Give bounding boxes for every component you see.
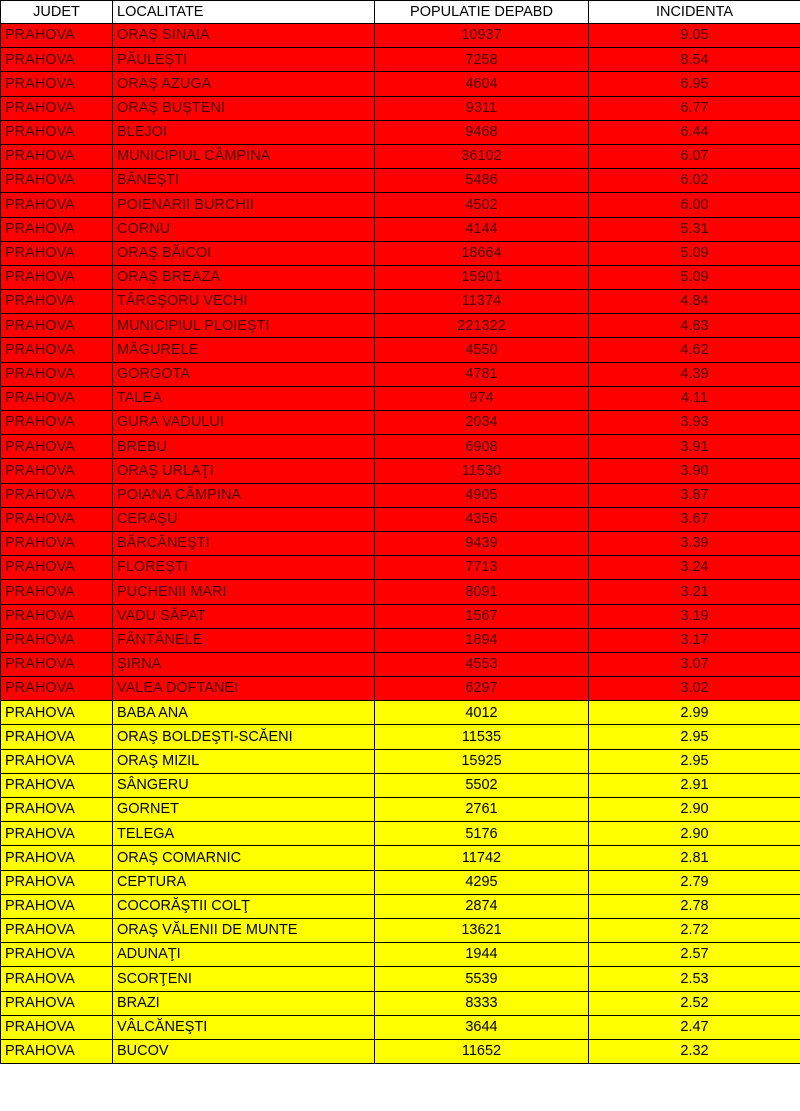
cell-populatie: 4502 xyxy=(375,193,589,217)
cell-populatie: 3644 xyxy=(375,1015,589,1039)
cell-incidenta: 4.83 xyxy=(589,314,800,338)
table-row xyxy=(1,967,800,991)
cell-populatie: 4550 xyxy=(375,338,589,362)
cell-localitate: VÂLCĂNEŞTI xyxy=(113,1015,375,1039)
cell-incidenta: 4.84 xyxy=(589,290,800,314)
cell-localitate: ORAŞ BOLDEŞTI-SCĂENI xyxy=(113,725,375,749)
cell-populatie: 8333 xyxy=(375,991,589,1015)
cell-incidenta: 5.09 xyxy=(589,241,800,265)
cell-populatie: 18664 xyxy=(375,241,589,265)
cell-localitate: TÂRGŞORU VECHI xyxy=(113,290,375,314)
cell-incidenta: 3.07 xyxy=(589,652,800,676)
header-row xyxy=(1,1,800,24)
cell-populatie: 8091 xyxy=(375,580,589,604)
cell-judet: PRAHOVA xyxy=(1,290,113,314)
cell-judet: PRAHOVA xyxy=(1,749,113,773)
table-row xyxy=(1,386,800,410)
table-row xyxy=(1,265,800,289)
table-row xyxy=(1,169,800,193)
cell-incidenta: 6.44 xyxy=(589,120,800,144)
cell-judet: PRAHOVA xyxy=(1,169,113,193)
table-row xyxy=(1,1039,800,1063)
cell-localitate: MĂGURELE xyxy=(113,338,375,362)
table-row xyxy=(1,870,800,894)
cell-incidenta: 3.87 xyxy=(589,483,800,507)
cell-localitate: ORAŞ URLAŢI xyxy=(113,459,375,483)
cell-incidenta: 6.77 xyxy=(589,96,800,120)
table-row xyxy=(1,290,800,314)
cell-localitate: POIANA CÂMPINA xyxy=(113,483,375,507)
cell-populatie: 9439 xyxy=(375,531,589,555)
cell-incidenta: 2.90 xyxy=(589,798,800,822)
table-row xyxy=(1,580,800,604)
cell-populatie: 11374 xyxy=(375,290,589,314)
cell-populatie: 6297 xyxy=(375,677,589,701)
cell-incidenta: 3.91 xyxy=(589,435,800,459)
cell-judet: PRAHOVA xyxy=(1,580,113,604)
cell-populatie: 1894 xyxy=(375,628,589,652)
table-row xyxy=(1,144,800,168)
cell-populatie: 7258 xyxy=(375,48,589,72)
cell-localitate: VADU SĂPAT xyxy=(113,604,375,628)
cell-populatie: 11535 xyxy=(375,725,589,749)
table-row xyxy=(1,749,800,773)
cell-populatie: 4144 xyxy=(375,217,589,241)
cell-judet: PRAHOVA xyxy=(1,967,113,991)
cell-localitate: SCORŢENI xyxy=(113,967,375,991)
cell-judet: PRAHOVA xyxy=(1,96,113,120)
cell-localitate: ADUNAŢI xyxy=(113,943,375,967)
cell-judet: PRAHOVA xyxy=(1,677,113,701)
table-row xyxy=(1,894,800,918)
table-row xyxy=(1,193,800,217)
cell-judet: PRAHOVA xyxy=(1,193,113,217)
table-row xyxy=(1,677,800,701)
cell-incidenta: 2.32 xyxy=(589,1039,800,1063)
cell-judet: PRAHOVA xyxy=(1,628,113,652)
header-localitate: LOCALITATE xyxy=(113,1,375,24)
cell-populatie: 4905 xyxy=(375,483,589,507)
cell-incidenta: 2.99 xyxy=(589,701,800,725)
cell-incidenta: 2.95 xyxy=(589,725,800,749)
table-row xyxy=(1,483,800,507)
cell-localitate: PĂULEŞTI xyxy=(113,48,375,72)
table-row xyxy=(1,556,800,580)
cell-localitate: FÂNTÂNELE xyxy=(113,628,375,652)
cell-localitate: CORNU xyxy=(113,217,375,241)
table-row xyxy=(1,822,800,846)
cell-judet: PRAHOVA xyxy=(1,48,113,72)
cell-incidenta: 4.11 xyxy=(589,386,800,410)
cell-judet: PRAHOVA xyxy=(1,725,113,749)
cell-judet: PRAHOVA xyxy=(1,314,113,338)
cell-judet: PRAHOVA xyxy=(1,894,113,918)
cell-localitate: CERAŞU xyxy=(113,507,375,531)
cell-localitate: PUCHENII MARI xyxy=(113,580,375,604)
cell-populatie: 4356 xyxy=(375,507,589,531)
cell-populatie: 15925 xyxy=(375,749,589,773)
cell-incidenta: 9.05 xyxy=(589,24,800,48)
cell-localitate: ORAŞ SINAIA xyxy=(113,24,375,48)
table-row xyxy=(1,918,800,942)
cell-populatie: 4553 xyxy=(375,652,589,676)
cell-incidenta: 8.54 xyxy=(589,48,800,72)
cell-judet: PRAHOVA xyxy=(1,556,113,580)
cell-incidenta: 2.53 xyxy=(589,967,800,991)
cell-incidenta: 2.52 xyxy=(589,991,800,1015)
cell-populatie: 15901 xyxy=(375,265,589,289)
cell-localitate: ORAŞ VĂLENII DE MUNTE xyxy=(113,918,375,942)
cell-incidenta: 2.78 xyxy=(589,894,800,918)
cell-incidenta: 2.72 xyxy=(589,918,800,942)
cell-populatie: 2874 xyxy=(375,894,589,918)
cell-judet: PRAHOVA xyxy=(1,1015,113,1039)
cell-judet: PRAHOVA xyxy=(1,652,113,676)
table-row xyxy=(1,628,800,652)
cell-localitate: BLEJOI xyxy=(113,120,375,144)
cell-populatie: 2761 xyxy=(375,798,589,822)
cell-populatie: 11742 xyxy=(375,846,589,870)
cell-localitate: MUNICIPIUL PLOIEŞTI xyxy=(113,314,375,338)
cell-localitate: ORAŞ AZUGA xyxy=(113,72,375,96)
cell-populatie: 5486 xyxy=(375,169,589,193)
cell-localitate: ORAŞ BĂICOI xyxy=(113,241,375,265)
cell-judet: PRAHOVA xyxy=(1,338,113,362)
cell-incidenta: 6.00 xyxy=(589,193,800,217)
cell-judet: PRAHOVA xyxy=(1,991,113,1015)
cell-incidenta: 4.62 xyxy=(589,338,800,362)
cell-populatie: 5502 xyxy=(375,773,589,797)
cell-judet: PRAHOVA xyxy=(1,24,113,48)
cell-incidenta: 5.09 xyxy=(589,265,800,289)
cell-judet: PRAHOVA xyxy=(1,483,113,507)
cell-localitate: BREBU xyxy=(113,435,375,459)
cell-judet: PRAHOVA xyxy=(1,72,113,96)
cell-judet: PRAHOVA xyxy=(1,411,113,435)
cell-incidenta: 6.95 xyxy=(589,72,800,96)
table-row xyxy=(1,531,800,555)
cell-populatie: 36102 xyxy=(375,144,589,168)
cell-localitate: ŞIRNA xyxy=(113,652,375,676)
table-row xyxy=(1,773,800,797)
cell-localitate: ORAŞ BREAZA xyxy=(113,265,375,289)
cell-incidenta: 6.02 xyxy=(589,169,800,193)
cell-incidenta: 6.07 xyxy=(589,144,800,168)
cell-populatie: 10937 xyxy=(375,24,589,48)
table-row xyxy=(1,991,800,1015)
cell-localitate: CEPTURA xyxy=(113,870,375,894)
cell-localitate: ORAŞ MIZIL xyxy=(113,749,375,773)
table-row xyxy=(1,435,800,459)
table-row xyxy=(1,846,800,870)
table-row xyxy=(1,241,800,265)
cell-localitate: BUCOV xyxy=(113,1039,375,1063)
cell-incidenta: 3.19 xyxy=(589,604,800,628)
cell-localitate: COCORĂŞTII COLŢ xyxy=(113,894,375,918)
cell-judet: PRAHOVA xyxy=(1,265,113,289)
cell-judet: PRAHOVA xyxy=(1,604,113,628)
header-judet: JUDET xyxy=(1,1,113,24)
cell-judet: PRAHOVA xyxy=(1,943,113,967)
cell-populatie: 5176 xyxy=(375,822,589,846)
cell-incidenta: 3.17 xyxy=(589,628,800,652)
table-row xyxy=(1,1015,800,1039)
table-row xyxy=(1,507,800,531)
table-row xyxy=(1,411,800,435)
cell-judet: PRAHOVA xyxy=(1,918,113,942)
cell-incidenta: 3.93 xyxy=(589,411,800,435)
table-row xyxy=(1,96,800,120)
cell-judet: PRAHOVA xyxy=(1,435,113,459)
cell-populatie: 5539 xyxy=(375,967,589,991)
cell-judet: PRAHOVA xyxy=(1,362,113,386)
cell-localitate: BABA ANA xyxy=(113,701,375,725)
table-row xyxy=(1,604,800,628)
cell-judet: PRAHOVA xyxy=(1,846,113,870)
table-body xyxy=(1,24,800,1064)
cell-localitate: GURA VADULUI xyxy=(113,411,375,435)
cell-incidenta: 4.39 xyxy=(589,362,800,386)
cell-populatie: 1944 xyxy=(375,943,589,967)
cell-judet: PRAHOVA xyxy=(1,1039,113,1063)
cell-incidenta: 2.95 xyxy=(589,749,800,773)
cell-populatie: 4295 xyxy=(375,870,589,894)
table-row xyxy=(1,217,800,241)
table-row xyxy=(1,24,800,48)
cell-localitate: FLOREŞTI xyxy=(113,556,375,580)
cell-judet: PRAHOVA xyxy=(1,217,113,241)
cell-incidenta: 3.24 xyxy=(589,556,800,580)
table-row xyxy=(1,362,800,386)
cell-judet: PRAHOVA xyxy=(1,773,113,797)
cell-localitate: TELEGA xyxy=(113,822,375,846)
cell-incidenta: 2.47 xyxy=(589,1015,800,1039)
cell-localitate: BĂRCĂNEŞTI xyxy=(113,531,375,555)
cell-incidenta: 2.90 xyxy=(589,822,800,846)
cell-localitate: SÂNGERU xyxy=(113,773,375,797)
cell-populatie: 4012 xyxy=(375,701,589,725)
table-row xyxy=(1,338,800,362)
cell-localitate: MUNICIPIUL CÂMPINA xyxy=(113,144,375,168)
cell-populatie: 7713 xyxy=(375,556,589,580)
cell-incidenta: 2.81 xyxy=(589,846,800,870)
table-row xyxy=(1,459,800,483)
cell-populatie: 4604 xyxy=(375,72,589,96)
cell-populatie: 13621 xyxy=(375,918,589,942)
cell-incidenta: 3.90 xyxy=(589,459,800,483)
table-row xyxy=(1,72,800,96)
cell-populatie: 4781 xyxy=(375,362,589,386)
cell-localitate: BĂNEŞTI xyxy=(113,169,375,193)
cell-localitate: VALEA DOFTANEI xyxy=(113,677,375,701)
cell-incidenta: 3.21 xyxy=(589,580,800,604)
cell-populatie: 6908 xyxy=(375,435,589,459)
cell-judet: PRAHOVA xyxy=(1,531,113,555)
table-row xyxy=(1,48,800,72)
cell-populatie: 221322 xyxy=(375,314,589,338)
cell-localitate: GORNET xyxy=(113,798,375,822)
table-row xyxy=(1,652,800,676)
cell-judet: PRAHOVA xyxy=(1,120,113,144)
cell-populatie: 2034 xyxy=(375,411,589,435)
table-row xyxy=(1,701,800,725)
cell-judet: PRAHOVA xyxy=(1,459,113,483)
cell-incidenta: 2.57 xyxy=(589,943,800,967)
cell-judet: PRAHOVA xyxy=(1,386,113,410)
cell-judet: PRAHOVA xyxy=(1,701,113,725)
cell-incidenta: 5.31 xyxy=(589,217,800,241)
cell-judet: PRAHOVA xyxy=(1,822,113,846)
cell-localitate: ORAŞ COMARNIC xyxy=(113,846,375,870)
cell-judet: PRAHOVA xyxy=(1,798,113,822)
cell-localitate: POIENARII BURCHII xyxy=(113,193,375,217)
cell-populatie: 1567 xyxy=(375,604,589,628)
cell-judet: PRAHOVA xyxy=(1,507,113,531)
cell-populatie: 11530 xyxy=(375,459,589,483)
cell-incidenta: 3.67 xyxy=(589,507,800,531)
cell-localitate: GORGOTA xyxy=(113,362,375,386)
cell-populatie: 9311 xyxy=(375,96,589,120)
cell-localitate: BRAZI xyxy=(113,991,375,1015)
cell-populatie: 11652 xyxy=(375,1039,589,1063)
table-row xyxy=(1,943,800,967)
cell-judet: PRAHOVA xyxy=(1,144,113,168)
cell-populatie: 974 xyxy=(375,386,589,410)
table-row xyxy=(1,798,800,822)
cell-incidenta: 3.39 xyxy=(589,531,800,555)
table-row xyxy=(1,314,800,338)
cell-incidenta: 3.02 xyxy=(589,677,800,701)
cell-localitate: ORAŞ BUŞTENI xyxy=(113,96,375,120)
cell-localitate: TALEA xyxy=(113,386,375,410)
header-incidenta: INCIDENTA xyxy=(589,1,800,24)
cell-incidenta: 2.91 xyxy=(589,773,800,797)
cell-judet: PRAHOVA xyxy=(1,241,113,265)
cell-incidenta: 2.79 xyxy=(589,870,800,894)
header-populatie: POPULATIE DEPABD xyxy=(375,1,589,24)
cell-populatie: 9468 xyxy=(375,120,589,144)
table-row xyxy=(1,725,800,749)
table-row xyxy=(1,120,800,144)
cell-judet: PRAHOVA xyxy=(1,870,113,894)
